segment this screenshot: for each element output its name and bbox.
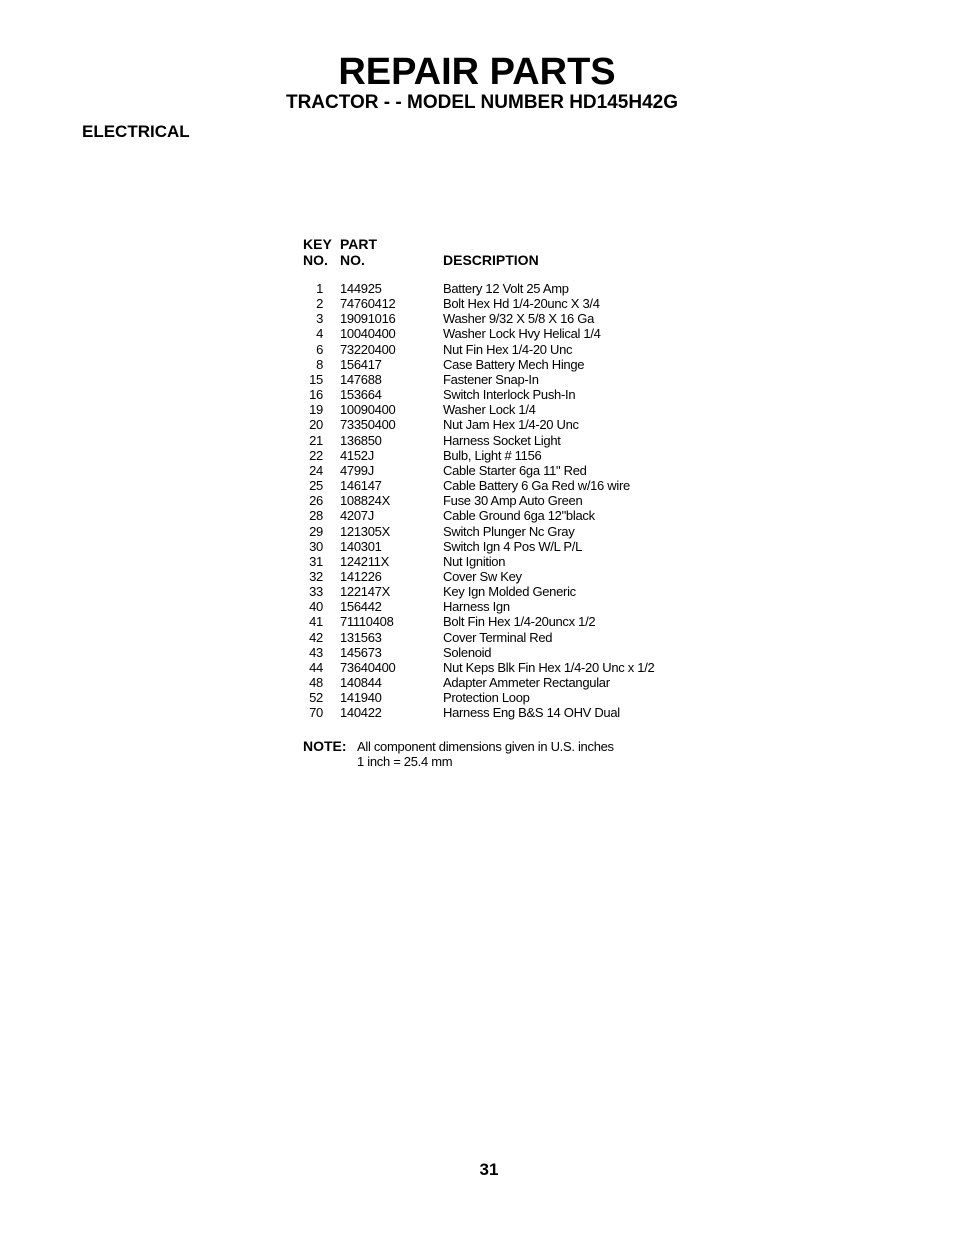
table-row [303,599,723,614]
key-cell: 4 [316,326,323,342]
description-cell: Battery 12 Volt 25 Amp [443,281,569,296]
part-number-cell: 108824X [340,493,390,509]
key-cell: 26 [309,493,323,509]
key-cell: 29 [309,523,323,539]
table-row [303,387,723,402]
description-cell: Bolt Hex Hd 1/4-20unc X 3/4 [443,296,600,312]
table-row [303,372,723,387]
table-row [303,675,723,690]
table-row [303,690,723,705]
key-cell: 22 [309,447,323,463]
description-cell: Washer Lock Hvy Helical 1/4 [443,326,601,342]
part-number-cell: 73220400 [340,341,396,357]
key-cell: 44 [309,659,323,675]
description-cell: Cover Sw Key [443,568,522,584]
table-row [303,539,723,554]
part-number-cell: 121305X [340,523,390,539]
description-cell: Case Battery Mech Hinge [443,356,585,372]
table-row [303,569,723,584]
part-number-cell: 73350400 [340,417,396,433]
part-number-cell: 74760412 [340,296,396,312]
part-number-cell: 145673 [340,644,382,660]
table-row [303,281,723,296]
table-row [303,402,723,417]
table-row [303,614,723,629]
key-cell: 16 [309,387,323,403]
table-row [303,296,723,311]
key-cell: 24 [309,462,323,478]
part-number-cell: 19091016 [340,311,396,327]
key-cell: 28 [309,508,323,524]
parts-table-body [303,281,723,721]
page-number: 31 [479,1160,499,1179]
key-cell: 42 [309,629,323,645]
table-row [303,554,723,569]
key-cell: 2 [316,296,323,312]
part-number-cell: 156417 [340,356,382,372]
part-header-line1: PART [340,236,378,252]
description-cell: Cable Starter 6ga 11" Red [443,462,587,478]
description-header: DESCRIPTION [443,252,539,268]
key-cell: 70 [309,705,323,721]
part-number-cell: 131563 [340,629,382,645]
table-row [303,705,723,720]
table-row [303,660,723,675]
part-number-cell: 146147 [340,478,382,494]
table-row [303,493,723,508]
key-header-line1: KEY [303,236,332,252]
note-label: NOTE: [303,738,347,754]
key-cell: 8 [316,356,323,372]
key-cell: 32 [309,568,323,584]
table-row [303,357,723,372]
description-cell: Cable Ground 6ga 12"black [443,508,595,524]
description-cell: Nut Fin Hex 1/4-20 Unc [443,341,573,357]
description-cell: Cable Battery 6 Ga Red w/16 wire [443,478,630,494]
description-cell: Switch Plunger Nc Gray [443,523,575,539]
description-cell: Harness Socket Light [443,432,561,448]
section-heading: ELECTRICAL [82,122,190,141]
description-cell: Bulb, Light # 1156 [443,447,542,463]
description-cell: Switch Ign 4 Pos W/L P/L [443,538,582,554]
part-number-cell: 140422 [340,705,382,721]
note-line-2: 1 inch = 25.4 mm [357,754,453,769]
key-cell: 52 [309,690,323,706]
table-row [303,463,723,478]
part-number-cell: 140844 [340,675,382,691]
parts-table-header [303,235,723,281]
part-number-cell: 144925 [340,281,382,296]
table-row [303,630,723,645]
page-title: REPAIR PARTS [338,51,616,93]
key-cell: 19 [309,402,323,418]
key-cell: 41 [309,614,323,630]
description-cell: Fuse 30 Amp Auto Green [443,493,583,509]
key-header-line2: NO. [303,252,328,268]
table-row [303,448,723,463]
table-row [303,524,723,539]
key-cell: 31 [309,553,323,569]
description-cell: Solenoid [443,644,492,660]
table-row [303,342,723,357]
model-subtitle: TRACTOR - - MODEL NUMBER HD145H42G [285,92,678,113]
part-number-cell: 141226 [340,568,382,584]
parts-table [303,235,723,721]
table-row [303,433,723,448]
key-cell: 25 [309,478,323,494]
part-header-line2: NO. [340,252,365,268]
key-cell: 6 [316,341,323,357]
description-cell: Bolt Fin Hex 1/4-20uncx 1/2 [443,614,596,630]
note-line-1: All component dimensions given in U.S. inches [357,739,614,754]
description-cell: Harness Eng B&S 14 OHV Dual [443,705,620,721]
table-row [303,478,723,493]
part-number-cell: 73640400 [340,659,396,675]
part-number-cell: 124211X [340,553,389,569]
key-cell: 21 [309,432,323,448]
table-row [303,417,723,432]
key-cell: 20 [309,417,323,433]
table-row [303,326,723,341]
key-cell: 43 [309,644,323,660]
part-number-cell: 71110408 [340,614,394,630]
table-row [303,584,723,599]
description-cell: Nut Ignition [443,553,506,569]
description-cell: Nut Keps Blk Fin Hex 1/4-20 Unc x 1/2 [443,659,655,675]
description-cell: Washer 9/32 X 5/8 X 16 Ga [443,311,594,327]
key-cell: 3 [316,311,323,327]
key-cell: 48 [309,675,323,691]
part-number-cell: 4207J [340,508,374,524]
part-number-cell: 156442 [340,599,382,615]
description-cell: Switch Interlock Push-In [443,387,576,403]
description-cell: Key Ign Molded Generic [443,584,576,600]
part-number-cell: 141940 [340,690,382,706]
part-number-cell: 122147X [340,584,390,600]
description-cell: Adapter Ammeter Rectangular [443,675,610,691]
table-row [303,508,723,523]
part-number-cell: 140301 [340,538,382,554]
table-row [303,311,723,326]
part-number-cell: 4799J [340,462,374,478]
description-cell: Protection Loop [443,690,530,706]
description-cell: Harness Ign [443,599,510,615]
key-cell: 15 [309,371,323,387]
key-cell: 33 [309,584,323,600]
part-number-cell: 10040400 [340,326,396,342]
description-cell: Fastener Snap-In [443,371,539,387]
part-number-cell: 147688 [340,371,382,387]
part-number-cell: 10090400 [340,402,396,418]
part-number-cell: 136850 [340,432,382,448]
part-number-cell: 153664 [340,387,382,403]
description-cell: Washer Lock 1/4 [443,402,536,418]
part-number-cell: 4152J [340,447,374,463]
table-row [303,645,723,660]
key-cell: 40 [309,599,323,615]
description-cell: Cover Terminal Red [443,629,553,645]
description-cell: Nut Jam Hex 1/4-20 Unc [443,417,579,433]
key-cell: 1 [316,281,323,296]
key-cell: 30 [309,538,323,554]
